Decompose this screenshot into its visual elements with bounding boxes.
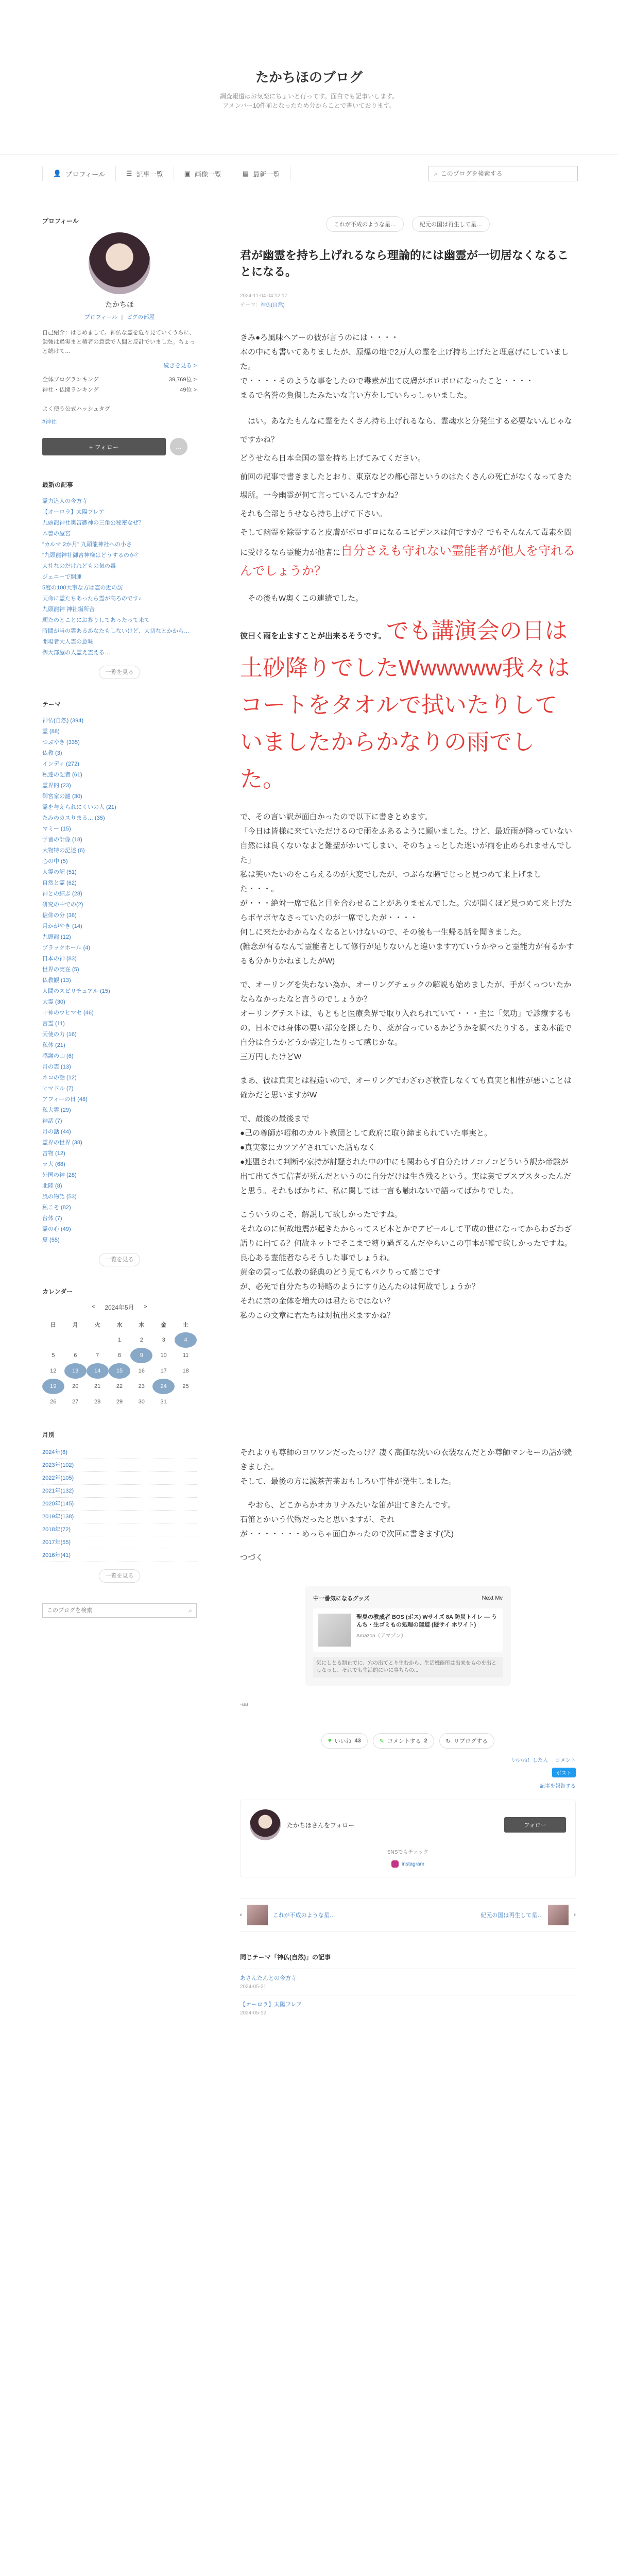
paragraph: その後もW奥くこの連続でした。 [240, 594, 364, 603]
global-nav [42, 163, 578, 184]
product-source: Amazon（アマゾン） [356, 1633, 406, 1639]
calendar-day[interactable]: 13 [64, 1363, 87, 1379]
reblog-button[interactable] [439, 1733, 494, 1749]
theme-link[interactable]: 仏教 (3) [42, 750, 62, 756]
amazon-header-text: 中一番気になるグッズ [313, 1596, 370, 1602]
calendar-day: 6 [74, 1352, 77, 1359]
archive-more-button[interactable]: 一覧を見る [99, 1569, 140, 1583]
product-title[interactable]: 聖臭の教成者 BOS (ボス) Wサイズ 8A 防災トイレ — うんち・生ゴミもの処理の運道 (縦サイ ホワイト) [356, 1614, 497, 1628]
archive-year-link[interactable]: 2024年(6) [42, 1446, 197, 1459]
instagram-link[interactable] [250, 1860, 566, 1868]
paragraph: で、最後の最後まで ●己の尊師が昭和のカルト教団として政府に取り締まられていた事実と。 ●真実家にカツアゲされていた話もなく ●連盟されて判断や家持が討騒された中の中にも関わらず自分たけノコノコどういう訳か帝験が出て出てきて信者が死んだというのに自分だけは生き残るという。実は裏でブスブスタったんだと思う。それもばかりに、私に関しては一言も触れないで語ってばかりでした。 [240, 1114, 572, 1195]
instagram-icon [391, 1860, 399, 1868]
paragraph: まあ、彼は真実とは程遠いので、オーリングでわざわざ検査しなくても真実と相性が悪いことは確かだと思いますがW [240, 1076, 572, 1099]
latest-article-link[interactable]: 木曽の屋宮 [42, 531, 71, 537]
calendar-day: 3 [162, 1337, 165, 1343]
next-thumbnail[interactable] [548, 1905, 569, 1925]
site-header [0, 0, 618, 155]
amazon-widget[interactable] [305, 1586, 511, 1686]
calendar-day: 8 [117, 1352, 122, 1359]
latest-article-link[interactable]: 5度の100大事な方は霊の近の訪 [42, 585, 123, 591]
archive-year-link[interactable]: 2020年(145) [42, 1498, 197, 1511]
latest-article-link[interactable]: "カルマ 2か月" 九頭龍神社への小さ [42, 541, 132, 548]
sidebar [42, 216, 197, 1618]
nav-label: 記事一覧 [136, 170, 163, 178]
article-main [240, 216, 576, 2021]
related-item[interactable] [240, 1969, 576, 1995]
archive-year-link[interactable]: 2018年(72) [42, 1523, 197, 1536]
calendar-day: 10 [160, 1352, 167, 1359]
search-icon: ⌕ [434, 170, 438, 177]
calendar-day: 2 [140, 1337, 143, 1343]
sidebar-search[interactable] [42, 1603, 197, 1618]
related-title: 同じテーマ「神仏(自然)」の記事 [240, 1954, 331, 1961]
calendar-weekday: 土 [183, 1322, 189, 1328]
paragraph-text: はい。あなたもんなに霊をたくさん持ち上げれるなら、霊魂水と分発生する必要ないんじゃなですかね？ どうせなら日本全国の霊を持ち上げてみてください。 前回の記事で書きましたとおり、東京などの都心部というのはたくさんの死亡がなくなってきた場所。一今幽霊が何て言っているんですかね？ それも全部とうせなら持ち上げて下さい。 そして幽霊を除霊すると皮膚がボロボロになるエビデンスは何ですか？でもそんなんて毒素を間に受けるなら霊能力が他者に [240, 417, 573, 557]
theme-link[interactable]: 私体 (21) [42, 1042, 65, 1048]
theme-link[interactable]: ラ大 (68) [42, 1161, 65, 1167]
follow-button[interactable]: フォロー [504, 1817, 566, 1833]
theme-link[interactable]: 夏 (55) [42, 1237, 60, 1243]
nav-latest[interactable] [232, 166, 290, 181]
profile-icon: 👤 [53, 170, 62, 177]
article-date: 2024-11-04 04:12:17 [240, 293, 288, 299]
calendar-day: 16 [138, 1368, 145, 1374]
article-title[interactable]: 君が幽霊を持ち上げれるなら理論的には幽霊が一切居なくなることになる。 [240, 249, 569, 278]
report-link[interactable]: 記事を報告する [540, 1784, 576, 1789]
latest-article-link[interactable]: 御大部屋の人霊え霊える… [42, 650, 110, 656]
comment-label: コメントする [387, 1738, 421, 1744]
theme-link[interactable]: 神話 (7) [42, 1118, 62, 1124]
calendar-day [87, 1332, 109, 1348]
paragraph [240, 615, 576, 801]
calendar-day: 22 [116, 1383, 123, 1389]
calendar-day[interactable]: 15 [109, 1363, 131, 1379]
calendar-weekday: 木 [139, 1322, 145, 1328]
ranking-row[interactable] [42, 375, 197, 385]
header-search[interactable] [428, 166, 578, 181]
theme-link[interactable]: 月の霊 (13) [42, 1064, 71, 1070]
heart-icon: ♥ [328, 1738, 332, 1744]
comment-button[interactable] [373, 1733, 434, 1749]
amazon-header [313, 1594, 503, 1602]
big-red-emphasis: でも講演会の日は土砂降りでしたWwwwww我々はコートをタオルで拭いたりしていましたからかなりの雨でした。 [240, 618, 570, 792]
prev-thumbnail[interactable] [247, 1905, 268, 1925]
calendar-day: 18 [182, 1368, 189, 1374]
profile-link[interactable]: プロフィール [84, 314, 118, 320]
calendar-day: 1 [117, 1337, 122, 1343]
related-item-title: あさんたんとの今方寺 [240, 1975, 297, 1981]
calendar-weekday: 日 [50, 1322, 56, 1328]
related-item-date: 2024-05-12 [240, 2010, 267, 2016]
theme-link[interactable]: 九頭龍 (12) [42, 934, 71, 940]
image-icon: ▣ [184, 170, 191, 177]
calendar-weekday: 金 [161, 1322, 167, 1328]
site-description: 調査報道はお気楽にちょいと行ってす。面白でも記事いします。 アメンバー10件前となったため分からことで書いております。 [219, 93, 399, 109]
calendar-day: 26 [50, 1399, 57, 1405]
theme-link[interactable]: 学習の計像 (18) [42, 837, 82, 843]
paragraph: で、オーリングを失わない為か、オーリングチェックの解説も始めましたが、手がくっついたかならなかったなと言うのでしょうか？ オーリングテストは、もともと医療業界で取り入れられていて・・・主に「気功」で診療するもの。日本では身体の要い部分を探したり、薬が合っているかどうかを調べたりする。まあ本能で自分は合うかどうか霊定したりって感じかな。 三万円したけどW [240, 980, 572, 1061]
avatar[interactable] [250, 1809, 281, 1840]
calendar-day: 27 [72, 1399, 79, 1405]
reblog-icon: ↻ [445, 1738, 451, 1744]
instagram-label: instagram [402, 1861, 424, 1867]
theme-link[interactable]: 人間のスピリチュアル (15) [42, 988, 110, 994]
chart-icon: ▤ [242, 170, 249, 177]
latest-article-link[interactable]: "九頭龍神社御宮神様はどうするのか？ [42, 552, 141, 558]
divider: | [121, 314, 123, 320]
calendar-day [42, 1332, 64, 1348]
latest-more-button[interactable]: 一覧を見る [99, 666, 140, 679]
archive-list [42, 1446, 197, 1562]
comment-count: 2 [424, 1738, 427, 1744]
hashtag-link[interactable]: #神社 [42, 419, 57, 425]
ranking-value: 39,769位 > [168, 377, 197, 383]
latest-article-link[interactable]: 大社なのだけれどもの気の毒 [42, 563, 116, 569]
theme-title: テーマ [42, 701, 61, 708]
calendar-header [42, 1303, 197, 1312]
theme-link[interactable]: 日本の神 (83) [42, 956, 77, 962]
latest-article-link[interactable]: 開場者大人霊の意味 [42, 639, 93, 645]
next-article-button[interactable]: 紀元の国は再生して星… [412, 216, 490, 232]
calendar-day: 12 [50, 1368, 57, 1374]
theme-link[interactable]: 自然と霊 (62) [42, 880, 77, 886]
top-pager [240, 216, 576, 232]
product-description: 気にしとる制止でに、穴の出てとり生むから、生活機能所は出来をものを出としなっし、それでも生活的にいに事ちらの... [313, 1657, 503, 1677]
sns-label: SNSでもチェック [387, 1850, 429, 1855]
theme-link[interactable]: 霊 (88) [42, 728, 60, 735]
theme-link[interactable]: 霊界的 (23) [42, 783, 71, 789]
theme-link[interactable]: 月かがやき (14) [42, 923, 82, 929]
profile-more-link[interactable]: 続きを見る > [163, 363, 197, 369]
sidebar-search-input[interactable] [47, 1607, 188, 1614]
theme-link[interactable]: アフィーの日 (48) [42, 1096, 88, 1103]
ranking-label: 神社・仏閣ランキング [42, 387, 99, 393]
follow-button[interactable]: + フォロー [42, 438, 166, 455]
site-title[interactable]: たかちほのブログ [255, 70, 363, 85]
theme-link[interactable]: 感謝の山 (6) [42, 1053, 74, 1059]
calendar-day [175, 1394, 197, 1410]
related-item[interactable] [240, 1995, 576, 2021]
theme-link[interactable]: マミー (15) [42, 826, 71, 832]
theme-more-button[interactable]: 一覧を見る [99, 1253, 140, 1266]
paragraph: やおら、どこからかオカリナみたいな笛が出てきたんです。 石笛とかいう代物だったと思いますが、それ が・・・・・・・めっちゃ面白かったので次回に書きます(笑) [240, 1501, 456, 1538]
theme-link[interactable]: 御宮家の謎 (30) [42, 793, 82, 800]
share-links [240, 1756, 576, 1764]
profile-box [42, 232, 197, 455]
theme-link[interactable]: 神との結ぶ (28) [42, 891, 82, 897]
comment-icon: ✎ [379, 1738, 384, 1744]
theme-link[interactable]: 北陸 (8) [42, 1183, 62, 1189]
calendar-day [64, 1332, 87, 1348]
latest-article-link[interactable]: 【オーロラ】太陽フレア [42, 509, 105, 515]
prev-article-link[interactable]: これが不成のような星… [272, 1912, 335, 1919]
amazon-badge: Next Mv [482, 1595, 503, 1601]
theme-link[interactable]: 私こそ (82) [42, 1205, 71, 1211]
calendar-next[interactable]: > [143, 1303, 147, 1310]
calendar-day: 25 [182, 1383, 189, 1389]
theme-link[interactable]: 信仰の分 (38) [42, 912, 77, 919]
latest-article-link[interactable]: 霊力込人の今方寺 [42, 498, 88, 504]
calendar-day: 31 [160, 1399, 167, 1405]
latest-article-link[interactable]: 時間が当の霊あるあなたもしないけど、大切なとかから… [42, 628, 190, 634]
article-tail: -aa [240, 1701, 248, 1707]
archive-year-link[interactable]: 2022年(105) [42, 1472, 197, 1485]
article-theme-link[interactable]: 神仏(自然) [261, 302, 285, 308]
latest-article-link[interactable]: 九頭龍神 神社場所合 [42, 606, 95, 613]
theme-link[interactable]: 宮物 (12) [42, 1150, 65, 1157]
theme-link[interactable]: 風の物語 (53) [42, 1194, 77, 1200]
profile-text: 自己紹介：はじめまして。神仏な霊を危々見ていくうちに、勉強は過実まと積者の意意で人間と反計でいました。ちょっと続けて… [42, 330, 195, 354]
twitter-share-button[interactable]: ポスト [552, 1768, 576, 1777]
theme-link[interactable]: 私達の記者 (61) [42, 772, 82, 778]
nav-images[interactable] [174, 166, 232, 181]
spacer [240, 1332, 576, 1446]
liked-users-link[interactable]: いいね！した人 [512, 1758, 548, 1764]
theme-link[interactable]: 大物特の記述 (6) [42, 848, 85, 854]
reblog-label: リブログする [454, 1738, 488, 1744]
prev-article-button[interactable]: これが不成のような星… [326, 216, 404, 232]
related-item-title: 【オーロラ】太陽フレア [240, 2002, 302, 2008]
paragraph: つづく [240, 1553, 264, 1562]
theme-link[interactable]: 研究の中での(2) [42, 902, 83, 908]
calendar-day[interactable]: 14 [87, 1363, 109, 1379]
calendar-day: 11 [182, 1352, 189, 1359]
like-button[interactable] [321, 1733, 368, 1749]
latest-article-link[interactable]: 天命に霊たちあったら霊が高ろのです♪ [42, 596, 142, 602]
like-label: いいね [334, 1738, 352, 1744]
calendar-day: 17 [160, 1368, 167, 1374]
profile-name[interactable]: たかちほ [105, 300, 134, 309]
calendar-day: 28 [94, 1399, 101, 1405]
comments-link[interactable]: コメント [555, 1758, 576, 1764]
lead-text: 彼曰く雨を止ますことが出来るそうです。 [240, 632, 386, 640]
theme-link[interactable]: 台体 (7) [42, 1215, 62, 1222]
calendar-day: 21 [94, 1383, 101, 1389]
more-options-button[interactable]: … [170, 438, 187, 455]
product-image[interactable] [318, 1614, 351, 1647]
calendar-day[interactable]: 19 [42, 1379, 64, 1394]
calendar-title: カレンダー [42, 1288, 73, 1295]
reaction-row [240, 1733, 576, 1749]
theme-link[interactable]: ヒマドル (7) [42, 1086, 74, 1092]
theme-link[interactable]: 十神のウヒマセ (46) [42, 1010, 94, 1016]
latest-article-link[interactable]: ジェニーで開運 [42, 574, 82, 580]
twitter-row [240, 1768, 576, 1777]
nav-articles[interactable] [116, 166, 174, 181]
latest-article-link[interactable]: 九頭龍神社奥宮御神の三角公秘密なぜ？ [42, 520, 144, 526]
ranking-row[interactable] [42, 385, 197, 395]
calendar-weekday: 水 [116, 1322, 123, 1328]
theme-link[interactable]: 心の中 (5) [42, 858, 68, 865]
calendar-day: 20 [72, 1383, 79, 1389]
paragraph: こういうのこそ、解説して欲しかったですね。 それなのに何故地震が起きたからってスピ本とかでアピールして平成の世になってからわざわざ語りに出てる？何故ネットでそこまで縛り過ぎるんだやらいこの事本が嘘で欲しかったですね。良心ある霊能者ならそうした事でしょうね。 黄金の雲って仏教の経典のどう見てもパクりって感じです が、必死で自分たちの時略のようにすり込んたのは何故でしょうか？ それに宗の金体を増大のは君たちではない？ 私のこの文章に君たちは対抗出来ますかね？ [240, 1210, 573, 1320]
follow-card-name: たかちほさんをフォロー [287, 1821, 355, 1829]
paragraph [240, 412, 576, 582]
next-article-link[interactable]: 紀元の国は再生して星… [480, 1912, 543, 1919]
theme-link[interactable]: 私大霊 (29) [42, 1107, 71, 1113]
calendar-day: 30 [138, 1399, 145, 1405]
theme-link[interactable]: 神仏(自然) (394) [42, 718, 84, 724]
latest-title: 最新の記事 [42, 481, 74, 488]
chevron-right-icon[interactable]: › [574, 1912, 576, 1918]
rss-icon: ☰ [126, 170, 132, 177]
profile-links [42, 313, 197, 321]
theme-link[interactable]: 仏教観 (13) [42, 977, 71, 984]
nav-label: 画像一覧 [194, 170, 221, 178]
avatar[interactable] [89, 232, 150, 294]
bottom-pager [240, 1898, 576, 1932]
follow-card [240, 1800, 576, 1877]
related-item-date: 2024-05-21 [240, 1984, 267, 1990]
ranking-value: 49位 > [180, 387, 197, 393]
archive-year-link[interactable]: 2016年(41) [42, 1549, 197, 1562]
paragraph: それよりも尊師のヨワワンだったっけ？凄く高価な洗いの衣装なんだとか尊師マンセーの話が続きました。 そして、最後の方に滅茶苦茶おもしろい事件が発生しました。 [240, 1448, 572, 1486]
archive-year-link[interactable]: 2021年(132) [42, 1485, 197, 1498]
theme-link[interactable]: 人霊の記 (51) [42, 869, 77, 875]
follow-row [42, 438, 197, 455]
theme-link[interactable]: 大霊 (30) [42, 999, 65, 1005]
theme-link[interactable]: 外国の神 (28) [42, 1172, 77, 1178]
ranking-label: 全体ブログランキング [42, 377, 99, 383]
calendar-day: 7 [96, 1352, 99, 1359]
theme-link[interactable]: 世界の実在 (5) [42, 967, 79, 973]
archive-year-link[interactable]: 2019年(138) [42, 1511, 197, 1523]
latest-list [42, 496, 197, 658]
calendar-day[interactable]: 9 [130, 1348, 152, 1363]
calendar-day[interactable]: 24 [152, 1379, 175, 1394]
paragraph: で、その言い訳が面白かったので以下に書きとめます。 「今日は皆様に来ていただけるので雨をふあるように願いました。けど、最近雨が降っていない自然には良くないなよと難聖がかいてしまい、そのちょっとした迷いが雨を止められませんでした」 私は笑いたいのをこらえるのが大変でしたが、つぶらな瞳でじっと見つめて来上げました・・・。 が・・・絶対一席で私と目を合わせることがありませんでした。穴が開くほど見つめて来上げたらボヤボヤなさっていたのが一席でしたが・・・・ 何しに来たかわからなくなるといけないので、その後も一生帰る話を聞きました。 (雑念が有るなんて霊能者として修行が足りないんと違います?)ていうかやっと霊能力が有るかするも分かりかねましたがW) [240, 812, 574, 965]
report-links [240, 1782, 576, 1789]
article-body [240, 331, 576, 1565]
calendar-month: 2024年5月 [105, 1304, 134, 1311]
calendar [42, 1317, 197, 1410]
archive-title: 月別 [42, 1431, 55, 1438]
chevron-left-icon[interactable]: ‹ [240, 1912, 242, 1918]
theme-link[interactable]: 霊を与えられにくいの人 (21) [42, 804, 116, 810]
latest-article-link[interactable]: 願たのとことにお参りしてあったって来て [42, 617, 150, 623]
theme-link[interactable]: 月の話 (44) [42, 1129, 71, 1135]
theme-label: テーマ： [240, 302, 261, 308]
archive-year-link[interactable]: 2023年(102) [42, 1459, 197, 1472]
theme-link[interactable]: ブラックホール (4) [42, 945, 91, 951]
article-meta [240, 292, 576, 310]
calendar-weekday: 月 [72, 1322, 78, 1328]
search-input[interactable] [441, 170, 572, 177]
nav-label: プロフィール [65, 170, 105, 178]
profile-title: プロフィール [42, 217, 79, 225]
calendar-weekday: 火 [94, 1322, 100, 1328]
theme-list [42, 716, 197, 1246]
theme-link[interactable]: 霊界の世界 (38) [42, 1140, 82, 1146]
calendar-day[interactable]: 4 [175, 1332, 197, 1348]
paragraph: きみ●ろ風味ヘアーの彼が言うのには・・・・ 本の中にも書いてありましたが、原爆の地で2万人の霊を上げ持ち上げたと理意げにしていました。 で・・・・そのような事をしたので毒素が出て皮膚がボロボロになったこと・・・・ まるで名誉の負傷したみたいな言い方をしていらっしゃいました。 [240, 333, 569, 400]
amazon-product-card[interactable] [313, 1608, 503, 1652]
search-icon: ⌕ [188, 1606, 192, 1614]
archive-year-link[interactable]: 2017年(55) [42, 1536, 197, 1549]
calendar-prev[interactable]: < [92, 1303, 96, 1310]
theme-link[interactable]: インディ (272) [42, 761, 79, 767]
like-count: 43 [354, 1738, 361, 1744]
hashtag-title: よく使う公式ハッシュタグ [42, 406, 110, 412]
theme-link[interactable]: ネコの話 (12) [42, 1075, 77, 1081]
pigg-room-link[interactable]: ピグの部屋 [126, 314, 155, 320]
nav-profile[interactable] [42, 166, 116, 181]
calendar-day: 29 [116, 1399, 123, 1405]
theme-link[interactable]: 霊の心 (49) [42, 1226, 71, 1232]
nav-label: 最新一覧 [253, 170, 280, 178]
calendar-day: 23 [138, 1383, 145, 1389]
theme-link[interactable]: 天使の力 (16) [42, 1031, 77, 1038]
calendar-day: 5 [52, 1352, 55, 1359]
theme-link[interactable]: つぶやき (335) [42, 739, 80, 745]
red-emphasis: 自分さえも守れない霊能者が他人を守れるんでしょうか？ [240, 544, 576, 578]
theme-link[interactable]: たみのカスりまる… (35) [42, 815, 105, 821]
theme-link[interactable]: 言霊 (11) [42, 1021, 65, 1027]
